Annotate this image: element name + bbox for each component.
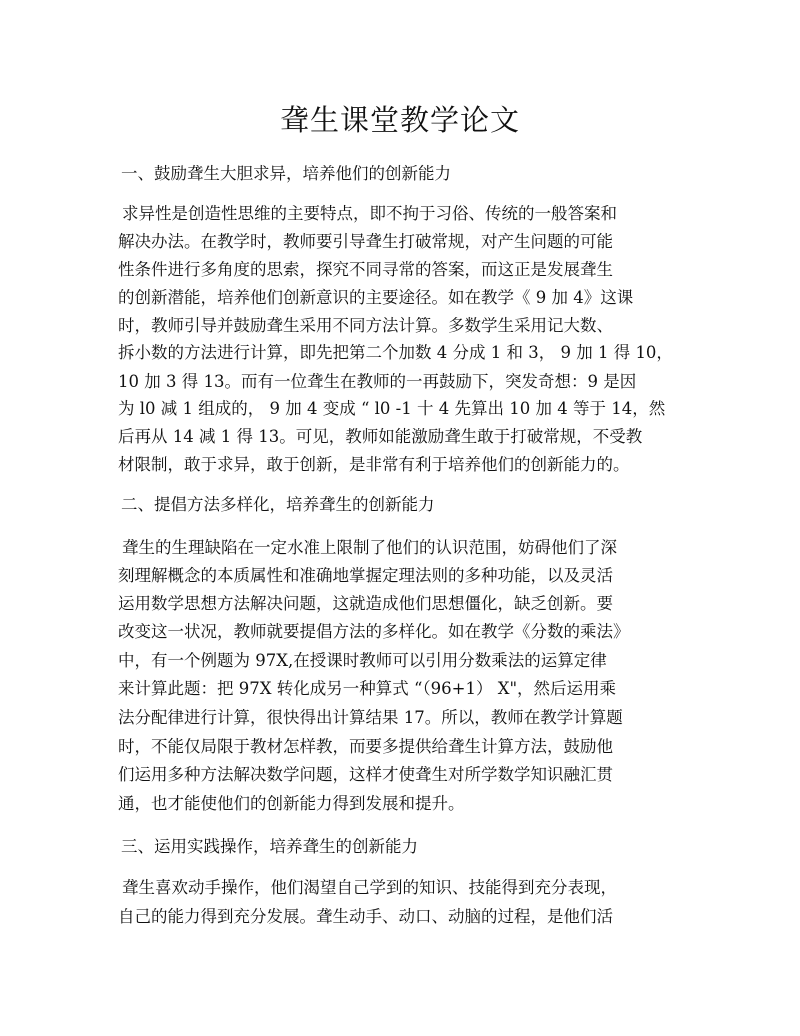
section-1-line: 材限制，敢于求异，敢于创新，是非常有利于培养他们的创新能力的。	[118, 455, 630, 474]
section-1-line: 性条件进行多角度的思索，探究不同寻常的答案，而这正是发展聋生	[118, 260, 613, 279]
section-2-line: 聋生的生理缺陷在一定水准上限制了他们的认识范围，妨碍他们了深	[122, 538, 617, 557]
section-3-line: 自己的能力得到充分发展。聋生动手、动口、动脑的过程，是他们活	[118, 907, 613, 926]
section-2-line: 通，也才能使他们的创新能力得到发展和提升。	[118, 794, 465, 813]
section-1-heading: 一、鼓励聋生大胆求异，培养他们的创新能力	[121, 164, 451, 183]
section-1-line: 后再从 14 减 1 得 13。可见，教师如能激励聋生敢于打破常规，不受教	[118, 427, 643, 446]
document-title: 聋生课堂教学论文	[279, 103, 520, 137]
section-1-line: 的创新潜能，培养他们创新意识的主要途径。如在教学《 9 加 4》这课	[118, 288, 634, 307]
section-1-line: 求异性是创造性思维的主要特点，即不拘于习俗、传统的一般答案和	[122, 204, 617, 223]
section-3-heading: 三、运用实践操作，培养聋生的创新能力	[121, 837, 418, 856]
section-2-heading: 二、提倡方法多样化，培养聋生的创新能力	[121, 495, 435, 514]
section-1-line: 解决办法。在教学时，教师要引导聋生打破常规，对产生问题的可能	[118, 232, 613, 251]
section-1-line: 为 l0 减 1 组成的， 9 加 4 变成 “ l0 -1 十 4 先算出 10 加 4 等于 14，然	[118, 399, 666, 418]
section-1-line: 10 加 3 得 13。而有一位聋生在教师的一再鼓励下，突发奇想：9 是因	[118, 372, 637, 391]
section-2-line: 法分配律进行计算，很快得出计算结果 17。所以，教师在教学计算题	[118, 708, 623, 727]
section-2-line: 时，不能仅局限于教材怎样教，而要多提供给聋生计算方法，鼓励他	[118, 737, 613, 756]
section-2-line: 来计算此题：把 97X 转化成另一种算式 “（96+1） X"，然后运用乘	[118, 679, 617, 698]
section-1-line: 时，教师引导并鼓励聋生采用不同方法计算。多数学生采用记大数、	[118, 316, 613, 335]
section-2-line: 刻理解概念的本质属性和准确地掌握定理法则的多种功能，以及灵活	[118, 566, 613, 585]
section-2-line: 们运用多种方法解决数学问题，这样才使聋生对所学数学知识融汇贯	[118, 765, 613, 784]
section-2-line: 运用数学思想方法解决问题，这就造成他们思想僵化，缺乏创新。要	[118, 594, 613, 613]
section-2-line: 改变这一状况，教师就要提倡方法的多样化。如在教学《分数的乘法》	[118, 622, 630, 641]
section-2-line: 中，有一个例题为 97X,在授课时教师可以引用分数乘法的运算定律	[118, 651, 607, 670]
section-3-line: 聋生喜欢动手操作，他们渴望自己学到的知识、技能得到充分表现，	[122, 878, 617, 897]
section-1-line: 拆小数的方法进行计算，即先把第二个加数 4 分成 1 和 3， 9 加 1 得 10，	[118, 343, 673, 362]
